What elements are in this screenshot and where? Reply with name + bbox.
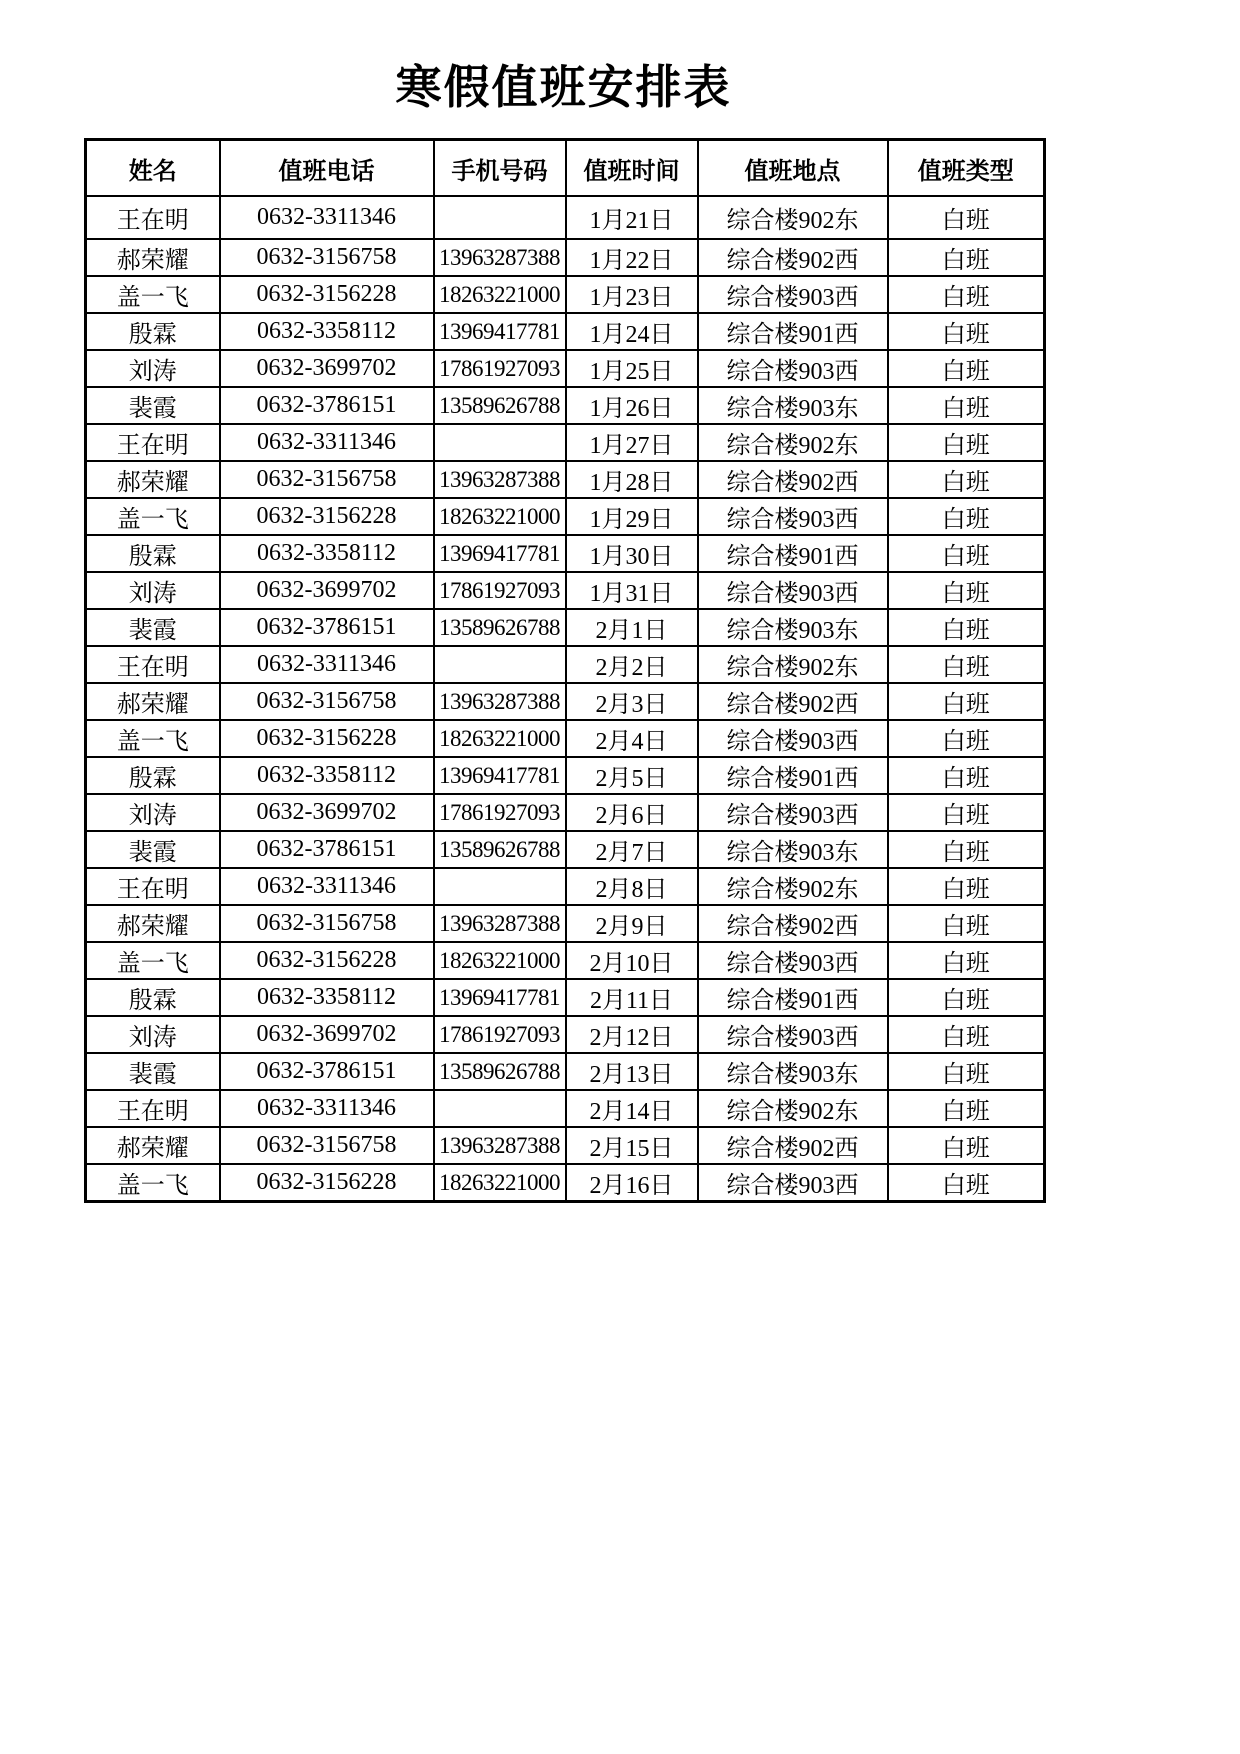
cell-name: 盖一飞 [86, 720, 220, 757]
cell-location: 综合楼902西 [698, 461, 888, 498]
table-row [86, 831, 1045, 868]
table-row [86, 461, 1045, 498]
cell-mobile: 13589626788 [434, 387, 566, 424]
cell-location: 综合楼903西 [698, 1016, 888, 1053]
cell-time: 1月23日 [566, 276, 698, 313]
cell-mobile: 13963287388 [434, 683, 566, 720]
cell-phone: 0632-3358112 [220, 757, 434, 794]
table-row [86, 683, 1045, 720]
cell-location: 综合楼903西 [698, 720, 888, 757]
table-row [86, 942, 1045, 979]
cell-type: 白班 [888, 350, 1045, 387]
cell-time: 1月26日 [566, 387, 698, 424]
cell-name: 盖一飞 [86, 498, 220, 535]
cell-mobile: 13969417781 [434, 757, 566, 794]
cell-phone: 0632-3156228 [220, 1164, 434, 1202]
table-row [86, 979, 1045, 1016]
cell-type: 白班 [888, 905, 1045, 942]
cell-type: 白班 [888, 720, 1045, 757]
cell-time: 1月30日 [566, 535, 698, 572]
cell-type: 白班 [888, 424, 1045, 461]
cell-phone: 0632-3156228 [220, 498, 434, 535]
cell-type: 白班 [888, 535, 1045, 572]
cell-location: 综合楼902东 [698, 646, 888, 683]
table-row [86, 572, 1045, 609]
cell-phone: 0632-3311346 [220, 196, 434, 239]
cell-phone: 0632-3156758 [220, 683, 434, 720]
cell-location: 综合楼903西 [698, 350, 888, 387]
cell-type: 白班 [888, 868, 1045, 905]
cell-name: 郝荣耀 [86, 1127, 220, 1164]
cell-mobile: 18263221000 [434, 720, 566, 757]
cell-location: 综合楼903西 [698, 1164, 888, 1202]
table-row [86, 794, 1045, 831]
cell-name: 王在明 [86, 424, 220, 461]
table-row [86, 1090, 1045, 1127]
column-header-type: 值班类型 [888, 140, 1045, 197]
cell-phone: 0632-3156228 [220, 276, 434, 313]
cell-name: 王在明 [86, 1090, 220, 1127]
cell-mobile: 13963287388 [434, 239, 566, 276]
column-header-time: 值班时间 [566, 140, 698, 197]
table-row [86, 350, 1045, 387]
cell-location: 综合楼902东 [698, 196, 888, 239]
cell-phone: 0632-3156758 [220, 239, 434, 276]
cell-mobile [434, 868, 566, 905]
cell-time: 1月21日 [566, 196, 698, 239]
table-row [86, 609, 1045, 646]
cell-name: 盖一飞 [86, 942, 220, 979]
cell-type: 白班 [888, 239, 1045, 276]
cell-location: 综合楼902西 [698, 683, 888, 720]
cell-location: 综合楼901西 [698, 313, 888, 350]
table-row [86, 905, 1045, 942]
table-header [86, 140, 1045, 197]
cell-name: 王在明 [86, 196, 220, 239]
cell-location: 综合楼902东 [698, 1090, 888, 1127]
table-row [86, 1127, 1045, 1164]
cell-time: 2月3日 [566, 683, 698, 720]
cell-name: 殷霖 [86, 313, 220, 350]
cell-type: 白班 [888, 646, 1045, 683]
cell-phone: 0632-3699702 [220, 572, 434, 609]
cell-mobile: 17861927093 [434, 572, 566, 609]
cell-time: 1月22日 [566, 239, 698, 276]
cell-type: 白班 [888, 1127, 1045, 1164]
table-row [86, 757, 1045, 794]
cell-type: 白班 [888, 757, 1045, 794]
cell-name: 盖一飞 [86, 1164, 220, 1202]
cell-location: 综合楼903东 [698, 609, 888, 646]
cell-mobile: 18263221000 [434, 276, 566, 313]
cell-time: 2月15日 [566, 1127, 698, 1164]
cell-phone: 0632-3156228 [220, 720, 434, 757]
cell-time: 2月5日 [566, 757, 698, 794]
cell-name: 王在明 [86, 868, 220, 905]
cell-type: 白班 [888, 498, 1045, 535]
cell-time: 2月7日 [566, 831, 698, 868]
cell-name: 裴霞 [86, 387, 220, 424]
cell-type: 白班 [888, 196, 1045, 239]
cell-name: 裴霞 [86, 831, 220, 868]
table-row [86, 239, 1045, 276]
page-title: 寒假值班安排表 [395, 62, 732, 113]
cell-mobile: 13963287388 [434, 905, 566, 942]
cell-phone: 0632-3156228 [220, 942, 434, 979]
cell-time: 1月28日 [566, 461, 698, 498]
column-header-phone: 值班电话 [220, 140, 434, 197]
cell-mobile [434, 646, 566, 683]
cell-time: 1月25日 [566, 350, 698, 387]
cell-name: 刘涛 [86, 1016, 220, 1053]
cell-type: 白班 [888, 794, 1045, 831]
cell-phone: 0632-3311346 [220, 868, 434, 905]
cell-phone: 0632-3311346 [220, 646, 434, 683]
cell-time: 2月4日 [566, 720, 698, 757]
cell-name: 裴霞 [86, 1053, 220, 1090]
cell-mobile [434, 424, 566, 461]
cell-type: 白班 [888, 387, 1045, 424]
cell-type: 白班 [888, 461, 1045, 498]
cell-type: 白班 [888, 1016, 1045, 1053]
cell-time: 2月8日 [566, 868, 698, 905]
table-row [86, 196, 1045, 239]
cell-location: 综合楼903西 [698, 942, 888, 979]
table-header-row [86, 140, 1045, 197]
cell-time: 2月14日 [566, 1090, 698, 1127]
table-row [86, 868, 1045, 905]
cell-type: 白班 [888, 683, 1045, 720]
cell-phone: 0632-3786151 [220, 387, 434, 424]
cell-location: 综合楼903西 [698, 276, 888, 313]
cell-mobile: 18263221000 [434, 498, 566, 535]
table-row [86, 720, 1045, 757]
cell-time: 1月27日 [566, 424, 698, 461]
cell-type: 白班 [888, 1164, 1045, 1202]
cell-mobile: 13963287388 [434, 461, 566, 498]
column-header-name: 姓名 [86, 140, 220, 197]
cell-name: 盖一飞 [86, 276, 220, 313]
cell-name: 殷霖 [86, 757, 220, 794]
cell-time: 1月29日 [566, 498, 698, 535]
cell-mobile: 17861927093 [434, 350, 566, 387]
table-row [86, 313, 1045, 350]
cell-time: 2月16日 [566, 1164, 698, 1202]
cell-name: 刘涛 [86, 572, 220, 609]
cell-time: 2月12日 [566, 1016, 698, 1053]
table-row [86, 1164, 1045, 1202]
cell-location: 综合楼902西 [698, 905, 888, 942]
cell-time: 1月24日 [566, 313, 698, 350]
column-header-location: 值班地点 [698, 140, 888, 197]
table-row [86, 387, 1045, 424]
cell-time: 2月6日 [566, 794, 698, 831]
cell-type: 白班 [888, 276, 1045, 313]
cell-name: 郝荣耀 [86, 683, 220, 720]
table-row [86, 646, 1045, 683]
cell-name: 郝荣耀 [86, 239, 220, 276]
table-body [86, 196, 1045, 1202]
cell-type: 白班 [888, 831, 1045, 868]
cell-location: 综合楼902西 [698, 239, 888, 276]
cell-location: 综合楼901西 [698, 535, 888, 572]
cell-location: 综合楼902东 [698, 424, 888, 461]
cell-phone: 0632-3311346 [220, 424, 434, 461]
cell-phone: 0632-3786151 [220, 1053, 434, 1090]
cell-time: 2月9日 [566, 905, 698, 942]
table-row [86, 276, 1045, 313]
table-row [86, 1016, 1045, 1053]
cell-location: 综合楼903西 [698, 572, 888, 609]
cell-mobile: 18263221000 [434, 1164, 566, 1202]
cell-time: 2月11日 [566, 979, 698, 1016]
cell-mobile: 17861927093 [434, 794, 566, 831]
cell-mobile: 13963287388 [434, 1127, 566, 1164]
cell-phone: 0632-3156758 [220, 461, 434, 498]
cell-type: 白班 [888, 942, 1045, 979]
cell-mobile [434, 1090, 566, 1127]
cell-phone: 0632-3311346 [220, 1090, 434, 1127]
cell-name: 裴霞 [86, 609, 220, 646]
cell-name: 刘涛 [86, 350, 220, 387]
cell-location: 综合楼902西 [698, 1127, 888, 1164]
cell-time: 2月13日 [566, 1053, 698, 1090]
cell-phone: 0632-3156758 [220, 905, 434, 942]
cell-type: 白班 [888, 1053, 1045, 1090]
table-row [86, 424, 1045, 461]
cell-mobile: 18263221000 [434, 942, 566, 979]
cell-time: 2月1日 [566, 609, 698, 646]
cell-name: 王在明 [86, 646, 220, 683]
table-row [86, 498, 1045, 535]
cell-location: 综合楼903西 [698, 498, 888, 535]
cell-time: 2月2日 [566, 646, 698, 683]
cell-phone: 0632-3699702 [220, 794, 434, 831]
cell-location: 综合楼902东 [698, 868, 888, 905]
cell-name: 郝荣耀 [86, 461, 220, 498]
column-header-mobile: 手机号码 [434, 140, 566, 197]
cell-location: 综合楼903东 [698, 387, 888, 424]
cell-type: 白班 [888, 1090, 1045, 1127]
cell-phone: 0632-3786151 [220, 831, 434, 868]
document-content [84, 0, 1043, 1203]
cell-type: 白班 [888, 609, 1045, 646]
cell-location: 综合楼903东 [698, 1053, 888, 1090]
cell-type: 白班 [888, 572, 1045, 609]
cell-type: 白班 [888, 979, 1045, 1016]
cell-time: 2月10日 [566, 942, 698, 979]
cell-phone: 0632-3786151 [220, 609, 434, 646]
cell-name: 殷霖 [86, 979, 220, 1016]
cell-type: 白班 [888, 313, 1045, 350]
cell-phone: 0632-3358112 [220, 313, 434, 350]
cell-mobile: 13589626788 [434, 609, 566, 646]
cell-location: 综合楼901西 [698, 757, 888, 794]
cell-name: 郝荣耀 [86, 905, 220, 942]
cell-phone: 0632-3156758 [220, 1127, 434, 1164]
cell-mobile: 13589626788 [434, 831, 566, 868]
cell-location: 综合楼903西 [698, 794, 888, 831]
cell-phone: 0632-3699702 [220, 1016, 434, 1053]
table-row [86, 535, 1045, 572]
table-row [86, 1053, 1045, 1090]
cell-mobile [434, 196, 566, 239]
cell-mobile: 13589626788 [434, 1053, 566, 1090]
duty-schedule-table [84, 138, 1046, 1203]
cell-mobile: 13969417781 [434, 535, 566, 572]
cell-time: 1月31日 [566, 572, 698, 609]
cell-phone: 0632-3699702 [220, 350, 434, 387]
cell-name: 殷霖 [86, 535, 220, 572]
cell-location: 综合楼901西 [698, 979, 888, 1016]
cell-phone: 0632-3358112 [220, 535, 434, 572]
cell-mobile: 17861927093 [434, 1016, 566, 1053]
cell-mobile: 13969417781 [434, 979, 566, 1016]
cell-name: 刘涛 [86, 794, 220, 831]
cell-mobile: 13969417781 [434, 313, 566, 350]
cell-location: 综合楼903东 [698, 831, 888, 868]
cell-phone: 0632-3358112 [220, 979, 434, 1016]
